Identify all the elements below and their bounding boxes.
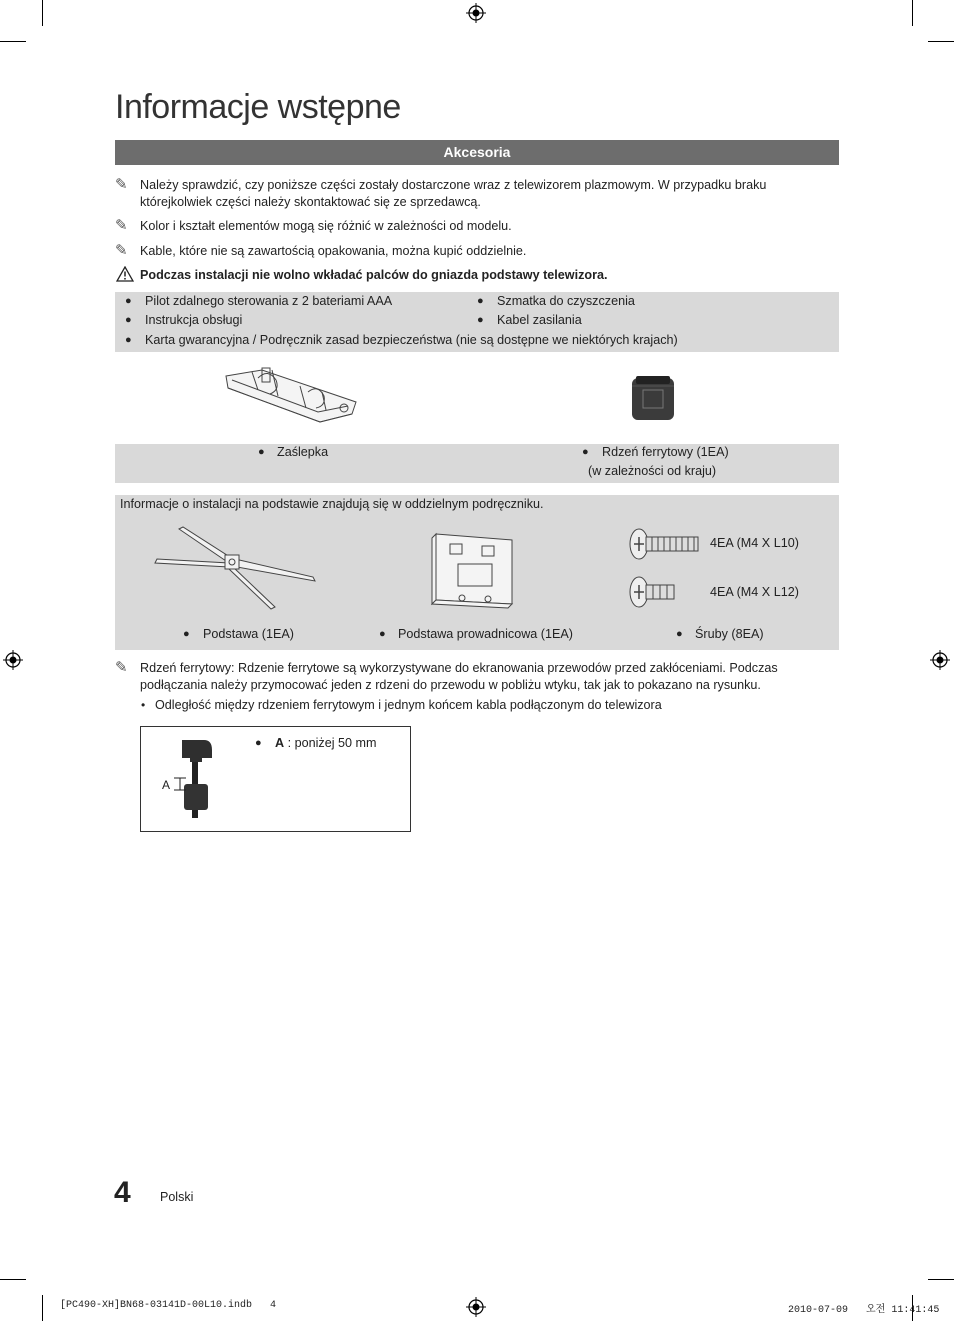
crop-mark <box>0 41 26 42</box>
warning-icon <box>116 266 134 282</box>
bullet: ● <box>477 295 484 307</box>
list-item: Karta gwarancyjna / Podręcznik zasad bezpieczeństwa (nie są dostępne we niektórych krajach) <box>145 333 678 347</box>
registration-mark-icon <box>466 3 486 23</box>
page-number: 4 <box>114 1176 131 1209</box>
ferrite-bullet-text: Odległość między rdzeniem ferrytowym i jednym końcem kabla podłączonym do telewizora <box>155 698 662 712</box>
bullet: ● <box>477 314 484 326</box>
crop-mark <box>928 41 954 42</box>
dimension-legend-text: : poniżej 50 mm <box>284 736 377 750</box>
print-date: 2010-07-09 오전 11:41:45 <box>788 1305 940 1316</box>
crop-mark <box>0 1279 26 1280</box>
ferrite-note: Rdzeń ferrytowy: Rdzenie ferrytowe są wykorzystywane do ekranowania przewodów przed zakłóceniami. Podczas podłączania należy przymocować jeden z rdzeni do przewodu w pobliżu wtyku, tak jak to pokazano na rysunku. <box>140 661 778 692</box>
crop-mark <box>928 1279 954 1280</box>
bullet: ● <box>183 628 190 640</box>
language-label: Polski <box>160 1190 194 1204</box>
list-item: Kabel zasilania <box>497 313 582 327</box>
section-header: Akcesoria <box>115 140 839 165</box>
stand-base-illustration <box>153 525 319 611</box>
note-text: Należy sprawdzić, czy poniższe części zostały dostarczone wraz z telewizorem plazmowym. W przypadku braku którejkolwiek części należy skontaktować się ze sprzedawcą. <box>140 178 767 209</box>
list-item: Pilot zdalnego sterowania z 2 bateriami AAA <box>145 294 393 308</box>
list-item: Instrukcja obsługi <box>145 313 243 327</box>
bullet: ● <box>255 737 262 749</box>
crop-mark <box>42 0 43 26</box>
list-item: Szmatka do czyszczenia <box>497 294 635 308</box>
registration-mark-icon <box>466 1297 486 1317</box>
bullet: ● <box>258 446 265 458</box>
part-label: Zaślepka <box>277 445 329 459</box>
guide-stand-illustration <box>428 528 522 612</box>
pencil-note-icon: ✎ <box>115 242 128 259</box>
dimension-label-a: A <box>162 778 171 792</box>
note-text: Kable, które nie są zawartością opakowania, można kupić oddzielnie. <box>140 244 527 258</box>
registration-mark-icon <box>930 650 950 670</box>
crop-mark <box>42 1295 43 1321</box>
page-title: Informacje wstępne <box>115 88 401 126</box>
pencil-note-icon: ✎ <box>115 176 128 193</box>
note-text: Kolor i kształt elementów mogą się różnić w zależności od modelu. <box>140 219 512 233</box>
file-info: [PC490-XH]BN68-03141D-00L10.indb 4 <box>60 1300 277 1311</box>
stand-part-label: Podstawa (1EA) <box>203 627 294 641</box>
pencil-note-icon: ✎ <box>115 659 128 676</box>
dimension-legend-letter: A <box>275 736 285 750</box>
screw-size-label: 4EA (M4 X L10) <box>710 536 799 550</box>
ferrite-core-illustration <box>630 374 676 422</box>
registration-mark-icon <box>3 650 23 670</box>
stand-part-label: Podstawa prowadnicowa (1EA) <box>398 627 574 641</box>
warning-text: Podczas instalacji nie wolno wkładać palców do gniazda podstawy telewizora. <box>140 268 608 282</box>
screw-size-label: 4EA (M4 X L12) <box>710 585 799 599</box>
bullet: ● <box>125 334 132 346</box>
small-bullet: • <box>141 698 146 712</box>
dimension-legend <box>275 736 377 750</box>
bullet: ● <box>379 628 386 640</box>
part-label: Rdzeń ferrytowy (1EA) <box>602 445 729 459</box>
bullet: ● <box>676 628 683 640</box>
pencil-note-icon: ✎ <box>115 217 128 234</box>
stand-part-label: Śruby (8EA) <box>695 627 764 641</box>
crop-mark <box>912 0 913 26</box>
bullet: ● <box>125 295 132 307</box>
bullet: ● <box>125 314 132 326</box>
parts-label-box <box>115 444 839 483</box>
part-note: (w zależności od kraju) <box>588 464 717 478</box>
bullet: ● <box>582 446 589 458</box>
screw-m4-l12-icon <box>628 575 678 609</box>
stand-info: Informacje o instalacji na podstawie znajdują się w oddzielnym podręczniku. <box>120 497 544 511</box>
cover-cap-illustration <box>222 362 360 426</box>
screw-m4-l10-icon <box>628 527 702 561</box>
dimension-marker-icon <box>172 776 188 792</box>
